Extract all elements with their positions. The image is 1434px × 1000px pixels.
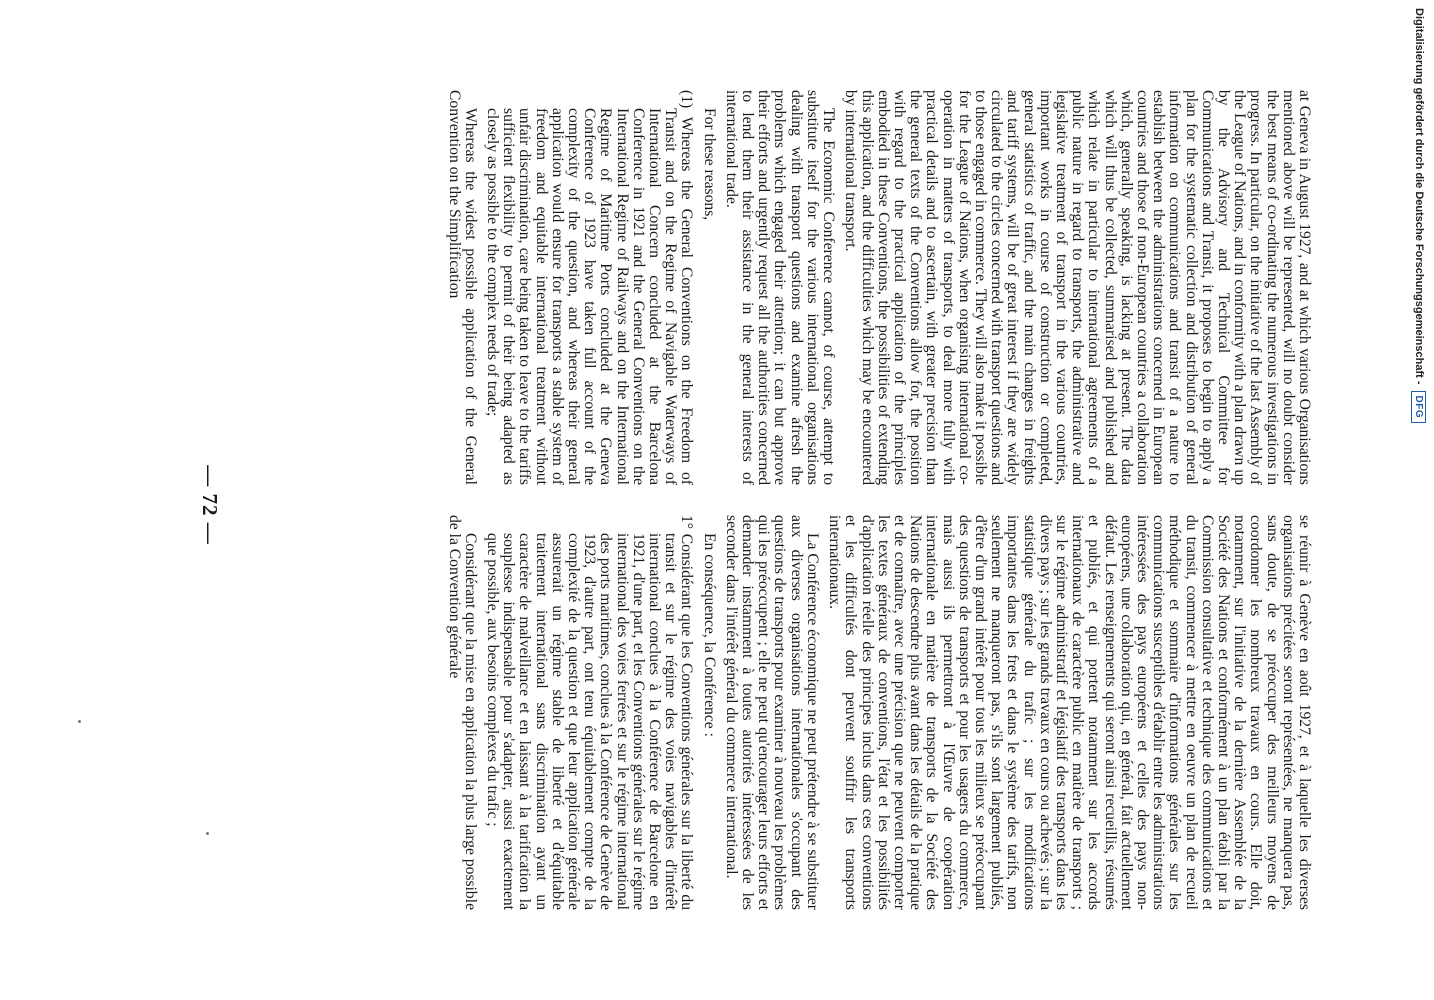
text-columns [232, 90, 1312, 920]
french-item-1: 1° Considérant que les Conventions générales sur la liberté du transit et sur le régime des voies navigables d'intérêt international conclues à la Conférence de Barcelone en 1921, d'une part, et les Conventions générales sur le régime international des voies ferrées et sur le régime international des ports maritimes, conclues à la Conférence de Genève de 1923, d'autre part, ont tenu équitablement compte de la complexité de la question et que leur application générale assurerait un régime stable de liberté et d'équitable traitement international sans discrimination ayant un caractère de malveillance et en laissant à la tarification la souplesse indispensable pour s'adapter, aussi exactement que possible, aux besoins complexes du trafic ; [484, 515, 696, 910]
french-paragraph-3: En conséquence, la Conférence : [700, 533, 718, 737]
english-paragraph-1: at Geneva in August 1927, and at which various Organisations mentioned above will be represented, will no doubt consider the best means of co-ordinating the numerous investigations in progress. In particular, on the initiative of the last Assembly of the League of Nations, and in conformity with a plan drawn up by the Advisory and Technical Committee for Communications and Transit, it proposes to begin to apply a plan for the systematic collection and distribution of general information on communications and transit of a nature to establish between the administrations concerned in European countries and those of non-European countries a collaboration which, generally speaking, is lacking at present. The data which will thus be collected, summarised and published and which relate in particular to international agreements of a public nature in regard to transports, the administrative and legislative treatment of transport in the various countries, important works in course of construction or completed, general statistics of traffic, and the main changes in freights and tariff systems, will be of great interest if they are widely circulated to the circles concerned with transport questions and to those engaged in commerce. They will also make it possible for the League of Nations, when organising international co-operation in matters of transports, to deal more fully with practical details and to ascertain, with greater precision than the general texts of the Conventions allow for, the position with regard to the practical application of the principles embodied in these Conventions, the possibilities of extending this application, and the difficulties which may be encountered by international transport. [842, 90, 1313, 485]
english-paragraph-2: The Economic Conference cannot, of course, attempt to substitute itself for the various international organisations dealing with transport questions and examine afresh the problems which engaged their attention; it can but approve their efforts and urgently request all the authorities concerned to lend them their assistance in the general interests of international trade. [722, 90, 838, 485]
dfg-logo: DFG [1412, 391, 1427, 424]
english-column [445, 90, 1312, 485]
english-item-1: (1) Whereas the General Conventions on the Freedom of Transit and on the Regime of Navigable Waterways of International Concern concluded at the Barcelona Conference in 1921 and the General Conventions on the International Regime of Railways and on the International Regime of Maritime Ports concluded at the Geneva Conference of 1923 have taken full account of the complexity of the question, and whereas their general application would ensure for transports a stable system of freedom and equitable international treatment without unfair discrimination, care being taken to leave to the tariffs sufficient flexibility to permit of their being adapted as closely as possible to the complex needs of trade; [484, 90, 696, 485]
scan-speck [206, 832, 209, 835]
page-number: — 72 — [198, 465, 222, 545]
scan-speck [78, 720, 81, 723]
digitization-note [1408, 8, 1430, 768]
rotated-document-page [140, 90, 1320, 920]
english-paragraph-3: For these reasons, [700, 108, 718, 221]
french-paragraph-1: se réunir à Genève en août 1927, et à laquelle les diverses organisations précitées seront représentées, ne manquera pas, sans doute, de se préoccuper des meilleurs moyens de coordonner les nombreux travaux en cours. Elle doit, notamment, sur l'initiative de la dernière Assemblée de la Société des Nations et conformément à un plan établi par la Commission consultative et technique des communications et du transit, commencer à mettre en oeuvre un plan de recueil méthodique et sommaire d'informations générales sur les communications susceptibles d'établir entre les administrations intéressées des pays européens et celles des pays non-européens, une collaboration qui, en général, fait actuellement défaut. Les renseignements qui seront ainsi recueillis, résumés et publiés, et qui portent notamment sur les accords internationaux de caractère public en matière de transports ; sur le régime administratif et législatif des transports dans les divers pays ; sur les grands travaux en cours ou achevés ; sur la statistique générale du trafic ; sur les modifications importantes dans les frets et dans le système des tarifs, non seulement ne manqueront pas, s'ils sont largement publiés, d'être d'un grand intérêt pour tous les milieux se préoccupant des questions de transports et pour les usagers du commerce, mais aussi ils permettront à l'Œuvre de coopération internationale en matière de transports de la Société des Nations de descendre plus avant dans les détails de la pratique et de connaître, avec une précision que ne peuvent comporter les textes généraux de conventions, l'état et les possibilités d'application réelle des principes inclus dans ces conventions et les difficultés dont peuvent souffrir les transports internationaux. [826, 515, 1313, 910]
french-paragraph-5: Considérant que la mise en application la plus large possible de la Convention générale [445, 515, 479, 910]
english-paragraph-5: Whereas the widest possible application of the General Convention on the Simplification [445, 90, 479, 485]
digitization-note-text: Digitalisierung gefördert durch die Deutsche Forschungsgemeinschaft - [1413, 8, 1425, 385]
french-paragraph-2: La Conférence économique ne peut prétendre à se substituer aux diverses organisations internationales s'occupant des questions de transports pour examiner à nouveau les problèmes qui les préoccupent ; elle ne peut qu'encourager leurs efforts et demander instamment à toutes autorités intéressées de les seconder dans l'intérêt général du commerce international. [722, 515, 821, 910]
french-column [445, 515, 1312, 910]
